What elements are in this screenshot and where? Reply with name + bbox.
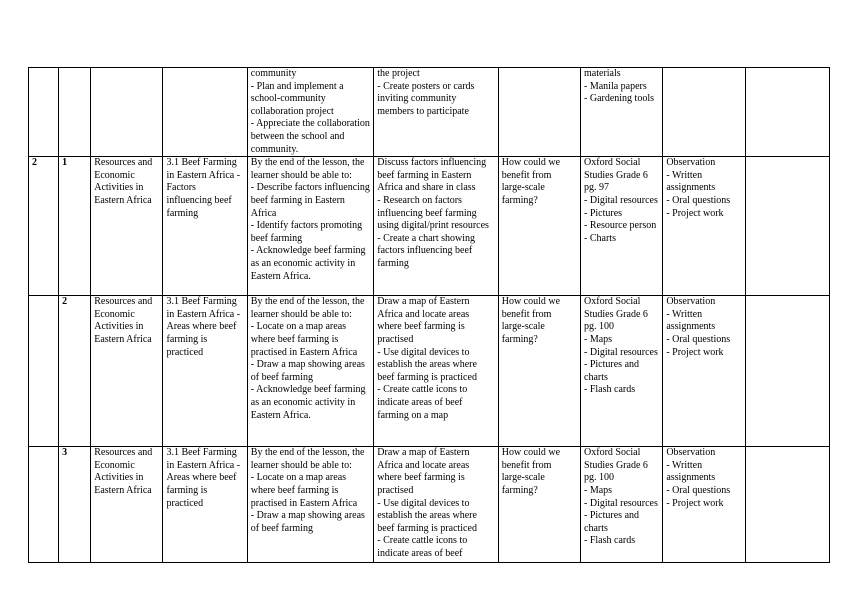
week-cell: 2: [29, 157, 59, 296]
table-row: [29, 296, 830, 447]
remarks-cell: [745, 68, 829, 157]
table-row: [29, 157, 830, 296]
remarks-cell: [745, 157, 829, 296]
key-inquiry-cell: [498, 68, 580, 157]
week-cell: [29, 296, 59, 447]
learning-experiences-cell: Draw a map of Eastern Africa and locate areas where beef farming is practised - Use digital devices to establish the areas where beef farming is practiced - Create cattle icons to indicate areas of beef: [374, 447, 498, 563]
learning-outcomes-cell: community - Plan and implement a school-community collaboration project - Appreciate the collaboration between the school and community.: [247, 68, 373, 157]
learning-experiences-cell: the project - Create posters or cards inviting community members to participate: [374, 68, 498, 157]
sub-strand-cell: [163, 68, 247, 157]
resources-cell: Oxford Social Studies Grade 6 pg. 97 - Digital resources - Pictures - Resource person - Charts: [581, 157, 663, 296]
assessment-cell: [663, 68, 745, 157]
sub-strand-cell: 3.1 Beef Farming in Eastern Africa - Factors influencing beef farming: [163, 157, 247, 296]
lesson-cell: 1: [59, 157, 91, 296]
key-inquiry-cell: How could we benefit from large-scale farming?: [498, 296, 580, 447]
table-row: [29, 447, 830, 563]
learning-experiences-cell: Draw a map of Eastern Africa and locate areas where beef farming is practised - Use digital devices to establish the areas where beef farming is practiced - Create cattle icons to indicate areas of beef farming on a map: [374, 296, 498, 447]
learning-outcomes-cell: By the end of the lesson, the learner should be able to: - Describe factors influencing beef farming in Eastern Africa - Identify factors promoting beef farming - Acknowledge beef farming as an economic activity in Eastern Africa.: [247, 157, 373, 296]
remarks-cell: [745, 296, 829, 447]
key-inquiry-cell: How could we benefit from large-scale farming?: [498, 447, 580, 563]
resources-cell: Oxford Social Studies Grade 6 pg. 100 - Maps - Digital resources - Pictures and charts - Flash cards: [581, 296, 663, 447]
week-cell: [29, 447, 59, 563]
remarks-cell: [745, 447, 829, 563]
key-inquiry-cell: How could we benefit from large-scale farming?: [498, 157, 580, 296]
lesson-cell: [59, 68, 91, 157]
sub-strand-cell: 3.1 Beef Farming in Eastern Africa - Areas where beef farming is practiced: [163, 447, 247, 563]
resources-cell: materials - Manila papers - Gardening tools: [581, 68, 663, 157]
sub-strand-cell: 3.1 Beef Farming in Eastern Africa - Areas where beef farming is practiced: [163, 296, 247, 447]
strand-cell: Resources and Economic Activities in Eastern Africa: [91, 447, 163, 563]
strand-cell: Resources and Economic Activities in Eastern Africa: [91, 296, 163, 447]
resources-cell: Oxford Social Studies Grade 6 pg. 100 - Maps - Digital resources - Pictures and charts - Flash cards: [581, 447, 663, 563]
assessment-cell: Observation - Written assignments - Oral questions - Project work: [663, 157, 745, 296]
assessment-cell: Observation - Written assignments - Oral questions - Project work: [663, 447, 745, 563]
strand-cell: [91, 68, 163, 157]
table-row: [29, 68, 830, 157]
learning-outcomes-cell: By the end of the lesson, the learner should be able to: - Locate on a map areas where beef farming is practised in Eastern Africa - Draw a map showing areas of beef farming - Acknowledge beef farming as an economic activity in Eastern Africa.: [247, 296, 373, 447]
scheme-of-work-table: [28, 67, 830, 563]
assessment-cell: Observation - Written assignments - Oral questions - Project work: [663, 296, 745, 447]
lesson-cell: 3: [59, 447, 91, 563]
week-cell: [29, 68, 59, 157]
learning-outcomes-cell: By the end of the lesson, the learner should be able to: - Locate on a map areas where beef farming is practised in Eastern Africa - Draw a map showing areas of beef farming: [247, 447, 373, 563]
lesson-cell: 2: [59, 296, 91, 447]
learning-experiences-cell: Discuss factors influencing beef farming in Eastern Africa and share in class - Research on factors influencing beef farming using digital/print resources - Create a chart showing factors influencing beef farming: [374, 157, 498, 296]
strand-cell: Resources and Economic Activities in Eastern Africa: [91, 157, 163, 296]
